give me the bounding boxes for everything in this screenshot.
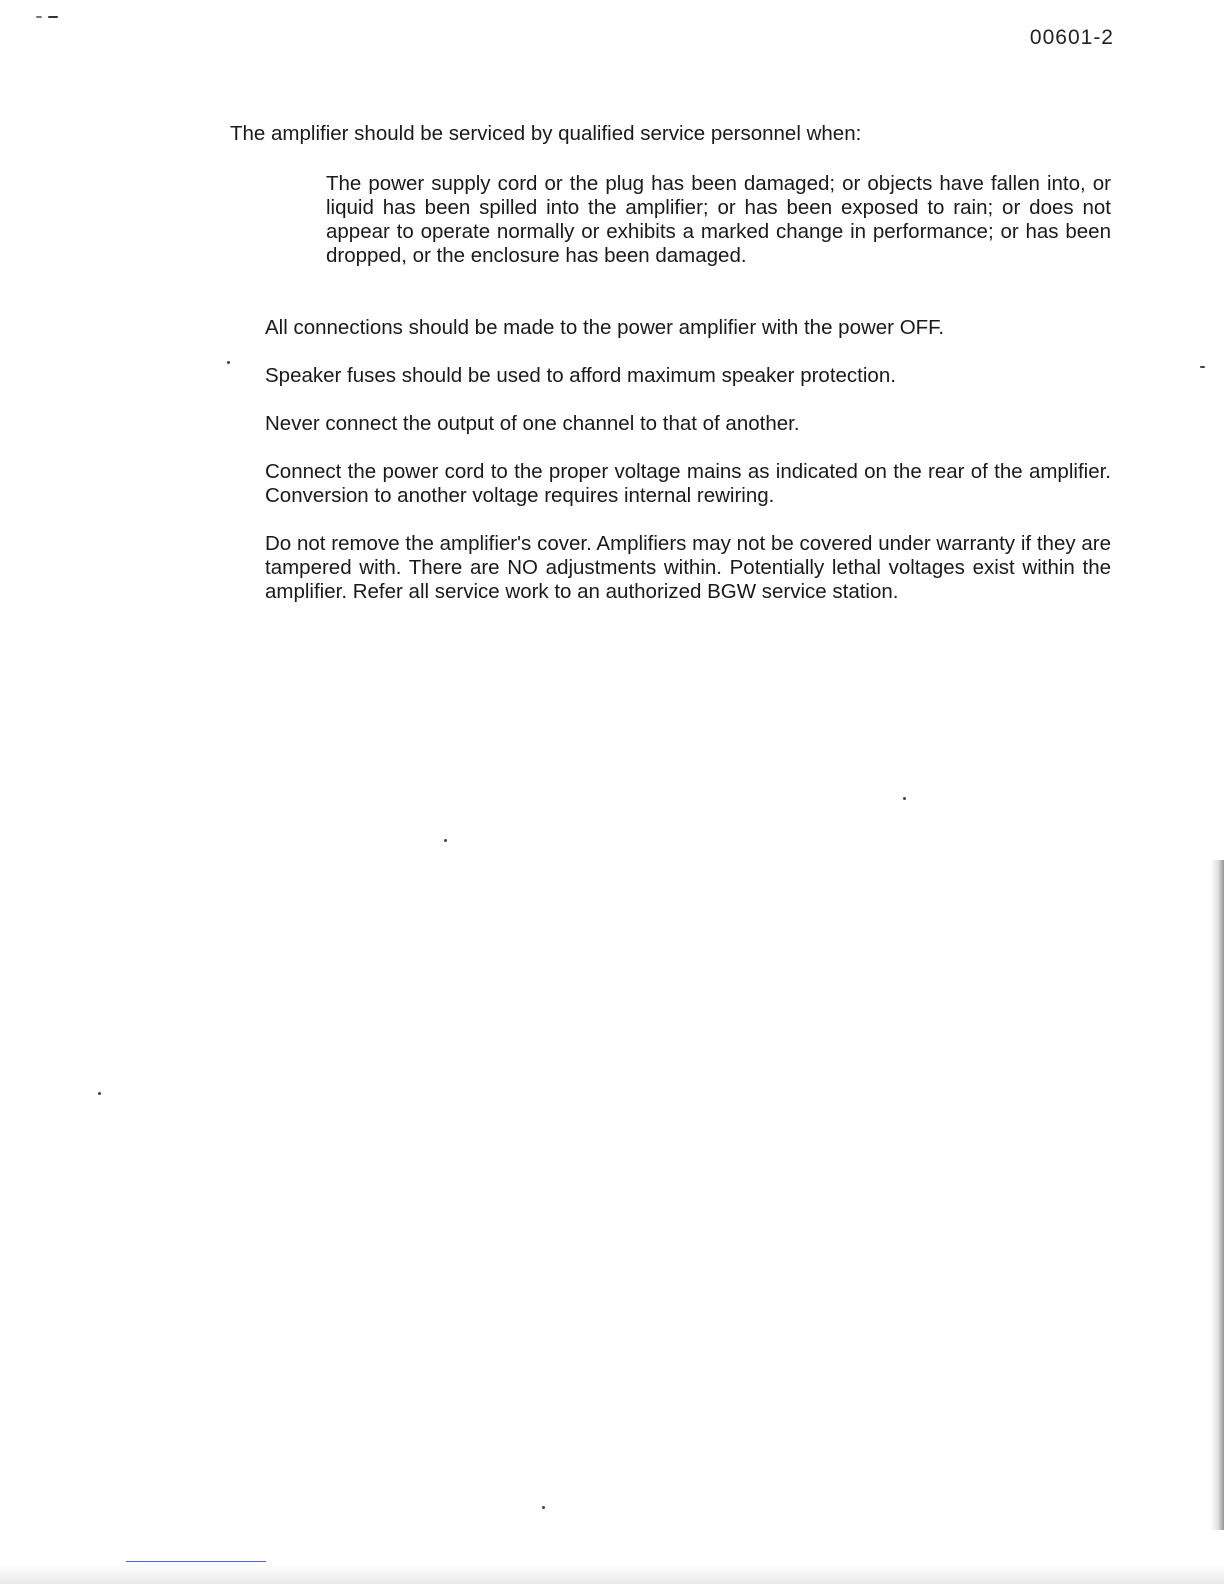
service-conditions-paragraph: The power supply cord or the plug has been damaged; or objects have fallen into, or liquid has been spilled into the amplifier; or has been exposed to rain; or does not appear to operate normally or exhibits a marked change in performance; or has been dropped, or the enclosure has been damaged.	[326, 172, 1111, 267]
scan-speck	[48, 16, 58, 18]
intro-paragraph: The amplifier should be serviced by qualified service personnel when:	[230, 122, 862, 145]
scan-bottom-line	[126, 1561, 266, 1562]
scan-bottom-band	[0, 1564, 1224, 1584]
scan-speck	[98, 1092, 101, 1095]
note-do-not-remove-cover: Do not remove the amplifier's cover. Amplifiers may not be covered under warranty if they are tampered with. There are NO adjustments within. Potentially lethal voltages exist within the amplifier. Refer all service work to an authorized BGW service station.	[265, 532, 1111, 603]
page-number: 00601-2	[1029, 26, 1114, 49]
scan-speck	[444, 839, 447, 842]
notes-list	[265, 316, 1111, 604]
note-power-cord-voltage: Connect the power cord to the proper voltage mains as indicated on the rear of the amplifier. Conversion to another voltage requires internal rewiring.	[265, 460, 1111, 507]
note-speaker-fuses: Speaker fuses should be used to afford maximum speaker protection.	[265, 364, 896, 387]
scan-speck	[1200, 366, 1205, 368]
scan-speck	[227, 361, 230, 364]
note-channel-outputs: Never connect the output of one channel to that of another.	[265, 412, 800, 435]
scan-speck	[36, 16, 42, 18]
note-connections-power-off: All connections should be made to the power amplifier with the power OFF.	[265, 316, 945, 339]
scan-speck	[542, 1506, 545, 1509]
scan-speck	[903, 797, 906, 800]
scan-edge-shadow	[1210, 860, 1224, 1530]
